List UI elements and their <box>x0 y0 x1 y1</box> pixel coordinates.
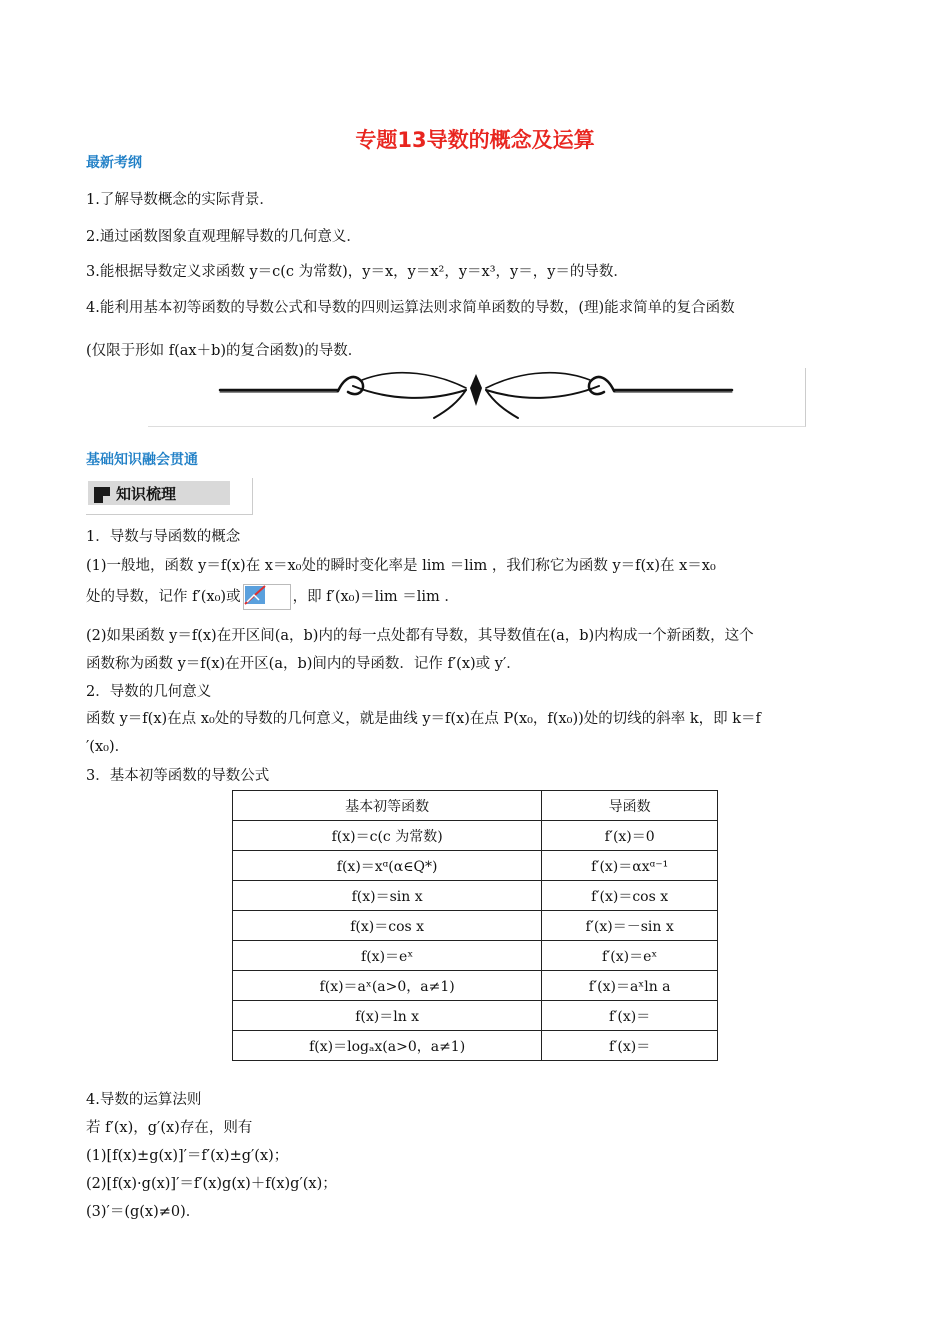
table-cell: f(x)＝aˣ(a>0，a≠1) <box>233 971 542 1001</box>
table-cell: f′(x)＝ <box>542 1001 718 1031</box>
syllabus-item: 2.通过函数图象直观理解导数的几何意义． <box>86 229 361 245</box>
table-header: 基本初等函数 <box>233 791 542 821</box>
table-cell: f(x)＝eˣ <box>233 941 542 971</box>
ornament-divider <box>148 368 806 427</box>
syllabus-item: 4.能利用基本初等函数的导数公式和导数的四则运算法则求简单函数的导数，(理)能求简单的复合函数 <box>86 300 735 316</box>
table-row <box>233 881 718 911</box>
table-cell: f′(x)＝ <box>542 1031 718 1061</box>
knowledge-banner <box>86 478 253 515</box>
table-row <box>233 911 718 941</box>
rule-item: (3)′＝(g(x)≠0)． <box>86 1204 201 1220</box>
table-cell: f′(x)＝eˣ <box>542 941 718 971</box>
table-cell: f(x)＝sin x <box>233 881 542 911</box>
concept-paragraph: (2)如果函数 y＝f(x)在开区间(a，b)内的每一点处都有导数，其导数值在(a，b)内构成一个新函数，这个 <box>86 628 754 644</box>
table-header: 导函数 <box>542 791 718 821</box>
table-row <box>233 1001 718 1031</box>
derivative-formula-table <box>232 790 718 1061</box>
table-cell: f(x)＝ln x <box>233 1001 542 1031</box>
concept-paragraph: (1)一般地，函数 y＝f(x)在 x＝x₀处的瞬时变化率是 lim ＝lim ，我们称它为函数 y＝f(x)在 x＝x₀ <box>86 558 716 574</box>
table-cell: f′(x)＝cos x <box>542 881 718 911</box>
formula-image <box>243 584 291 610</box>
table-row <box>233 1031 718 1061</box>
bookmark-square-icon <box>94 487 110 503</box>
geometry-paragraph: 函数 y＝f(x)在点 x₀处的导数的几何意义，就是曲线 y＝f(x)在点 P(x₀，f(x₀))处的切线的斜率 k，即 k＝f <box>86 711 761 727</box>
rules-intro: 若 f′(x)，g′(x)存在，则有 <box>86 1120 253 1136</box>
syllabus-item: 1.了解导数概念的实际背景． <box>86 192 274 208</box>
table-cell: f(x)＝c(c 为常数) <box>233 821 542 851</box>
syllabus-item: (仅限于形如 f(ax＋b)的复合函数)的导数． <box>86 343 363 359</box>
concept-paragraph: 函数称为函数 y＝f(x)在开区(a，b)间内的导函数．记作 f′(x)或 y′． <box>86 656 521 672</box>
basics-heading: 基础知识融会贯通 <box>86 452 198 468</box>
broken-image-icon <box>244 585 268 607</box>
flourish-icon <box>148 368 805 426</box>
concept-text: 处的导数，记作 f′(x₀)或 <box>86 589 241 605</box>
table-cell: f(x)＝xᵅ(α∈Q*) <box>233 851 542 881</box>
table-header-row <box>233 791 718 821</box>
table-cell: f(x)＝cos x <box>233 911 542 941</box>
syllabus-item: 3.能根据导数定义求函数 y＝c(c 为常数)，y＝x，y＝x²，y＝x³，y＝，y＝的导数． <box>86 264 628 280</box>
page-title: 专题13导数的概念及运算 <box>355 128 595 152</box>
table-cell: f(x)＝logₐx(a>0，a≠1) <box>233 1031 542 1061</box>
table-cell: f′(x)＝aˣln a <box>542 971 718 1001</box>
banner-label: 知识梳理 <box>116 485 177 503</box>
table-row <box>233 941 718 971</box>
concept-heading: 1．导数与导函数的概念 <box>86 529 241 545</box>
rules-heading: 4.导数的运算法则 <box>86 1092 202 1108</box>
formulas-heading: 3．基本初等函数的导数公式 <box>86 768 270 784</box>
rule-item: (1)[f(x)±g(x)]′＝f′(x)±g′(x)； <box>86 1148 289 1164</box>
table-cell: f′(x)＝αxᵅ⁻¹ <box>542 851 718 881</box>
table-cell: f′(x)＝－sin x <box>542 911 718 941</box>
table-cell: f′(x)＝0 <box>542 821 718 851</box>
table-row <box>233 851 718 881</box>
rule-item: (2)[f(x)·g(x)]′＝f′(x)g(x)＋f(x)g′(x)； <box>86 1176 337 1192</box>
syllabus-heading: 最新考纲 <box>86 155 142 171</box>
geometry-paragraph: ′(x₀)． <box>86 739 130 755</box>
concept-paragraph <box>86 584 459 610</box>
concept-text: ，即 f′(x₀)＝lim ＝lim ． <box>292 589 459 605</box>
table-row <box>233 821 718 851</box>
geometry-heading: 2．导数的几何意义 <box>86 684 212 700</box>
table-row <box>233 971 718 1001</box>
